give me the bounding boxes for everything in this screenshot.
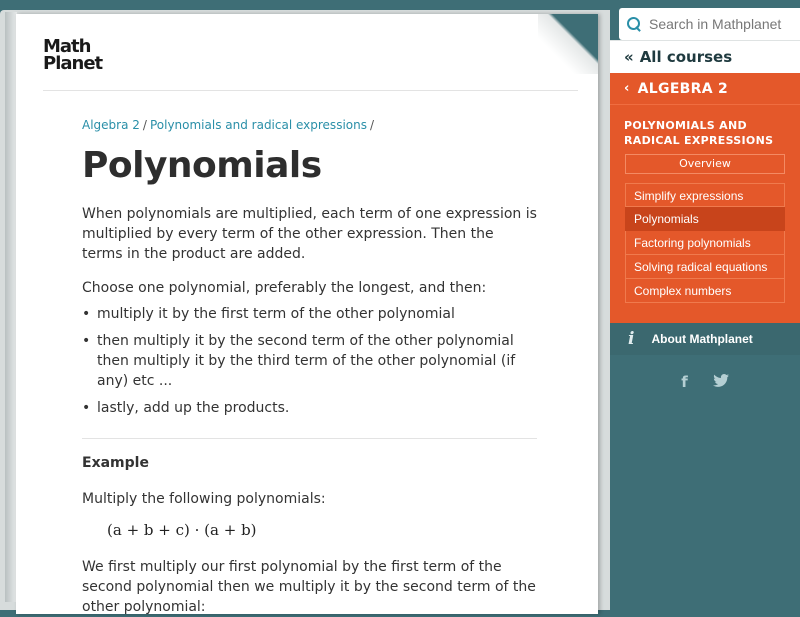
breadcrumb-separator: /: [142, 118, 147, 132]
section-divider: [82, 438, 537, 439]
list-item: • multiply it by the first term of the other polynomial: [82, 304, 537, 324]
search-input[interactable]: [649, 16, 789, 32]
double-chevron-left-icon: «: [624, 48, 634, 66]
search-icon[interactable]: [627, 17, 641, 31]
breadcrumb-separator: /: [369, 118, 375, 132]
logo-line-2: Planet: [43, 53, 103, 74]
section-title: POLYNOMIALS AND RADICAL EXPRESSIONS: [624, 119, 774, 147]
breadcrumb-polynomials-radical[interactable]: Polynomials and radical expressions: [149, 118, 367, 132]
course-link-algebra-2[interactable]: [610, 73, 800, 105]
facebook-icon[interactable]: f: [681, 373, 688, 391]
overview-button[interactable]: Overview: [625, 154, 785, 174]
steps-intro: Choose one polynomial, preferably the longest, and then:: [82, 280, 487, 296]
all-courses-link[interactable]: [610, 40, 800, 73]
page-title: Polynomials: [82, 145, 322, 186]
mathplanet-logo[interactable]: [43, 38, 113, 78]
content-page: [16, 14, 598, 614]
twitter-icon[interactable]: [713, 373, 729, 391]
course-menu: [610, 73, 800, 323]
breadcrumb-algebra-2[interactable]: Algebra 2: [82, 118, 140, 132]
page-curl: [538, 14, 598, 74]
sidebar: [610, 0, 800, 600]
menu-item-complex-numbers[interactable]: Complex numbers: [625, 279, 785, 303]
info-icon: i: [628, 329, 635, 349]
menu-item-solving-radical-equations[interactable]: Solving radical equations: [625, 255, 785, 279]
social-links: [610, 372, 800, 391]
logo-line-1: Math: [43, 36, 91, 57]
example-formula: (a + b + c) · (a + b): [107, 521, 257, 539]
breadcrumb: [82, 118, 537, 132]
about-label: About Mathplanet: [651, 332, 753, 346]
list-item: • then multiply it by the second term of the other polynomial then multiply it by the third term of the other polynomial (if any) etc ...: [82, 331, 537, 391]
intro-paragraph: When polynomials are multiplied, each term of one expression is multiplied by every term of the other expression. Then the terms in the product are added.: [82, 206, 537, 262]
menu-item-simplify-expressions[interactable]: Simplify expressions: [625, 183, 785, 207]
course-label: ALGEBRA 2: [637, 80, 729, 97]
about-mathplanet-link[interactable]: [610, 323, 800, 355]
all-courses-label: All courses: [639, 48, 733, 66]
menu-item-factoring-polynomials[interactable]: Factoring polynomials: [625, 231, 785, 255]
list-item: • lastly, add up the products.: [82, 398, 537, 418]
lesson-menu: [625, 183, 785, 303]
header-divider: [43, 90, 578, 91]
steps-list: [82, 304, 537, 418]
menu-item-polynomials[interactable]: Polynomials: [625, 207, 785, 231]
search-box[interactable]: [619, 8, 800, 40]
article: [82, 118, 537, 617]
example-heading: Example: [82, 455, 149, 471]
example-instruction: Multiply the following polynomials:: [82, 491, 326, 507]
chevron-left-icon: ‹: [624, 81, 630, 96]
example-explanation: We first multiply our first polynomial by the first term of the second polynomial then we multiply it by the second term of the other polynomial:: [82, 559, 536, 615]
